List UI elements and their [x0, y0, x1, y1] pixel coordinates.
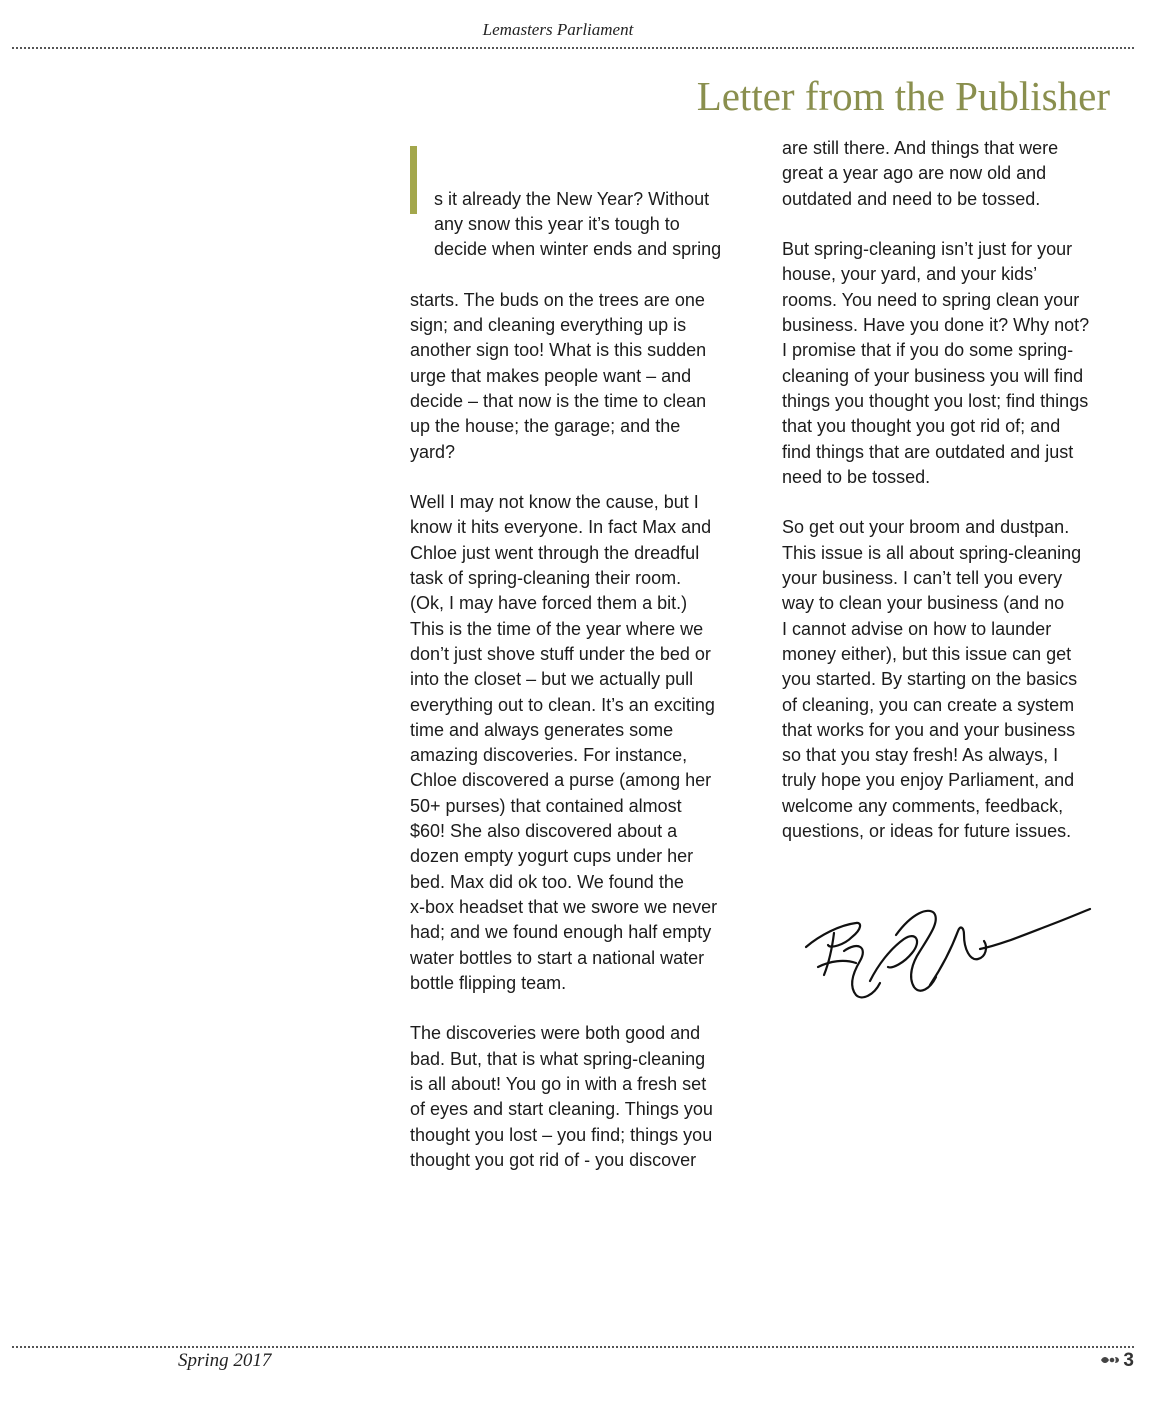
body-paragraph: Well I may not know the cause, but I know it hits everyone. In fact Max and Chloe just went through the dreadful task of spring-cleaning their room. (Ok, I may have forced them a bit.) This is the time of the year where we don’t just shove stuff under the bed or into the closet – but we actually pull everything out to clean. It’s an exciting time and always generates some amazing discoveries. For instance, Chloe discovered a purse (among her 50+ purses) that contained almost $60! She also discovered about a dozen empty yogurt cups under her bed. Max did ok too. We found the x-box headset that we swore we never had; and we found enough half empty water bottles to start a national water bottle flipping team.	[410, 492, 718, 993]
body-paragraph: The discoveries were both good and bad. But, that is what spring-cleaning is all about! You go in with a fresh set of eyes and start cleaning. Things you thought you lost – you find; things you thought you got rid of - you discover	[410, 1023, 713, 1170]
running-header: Lemasters Parliament	[482, 20, 634, 39]
page-title: Letter from the Publisher	[696, 73, 1110, 119]
paragraph-continuation: starts. The buds on the trees are one sign; and cleaning everything up is another sign too! What is this sudden urge that makes people want – and decide – that now is the time to clean up the house; the garage; and the yard?	[410, 289, 707, 462]
drop-cap-lines: s it already the New Year? Without any snow this year it’s tough to decide when winter ends and spring	[434, 188, 722, 260]
body-paragraph: So get out your broom and dustpan. This issue is all about spring-cleaning your business. I can’t tell you every way to clean your business (and no I cannot advise on how to launder money either), but this issue can get you started. By starting on the basics of cleaning, you can create a system that works for you and your business so that you stay fresh! As always, I truly hope you enjoy Parliament, and welcome any comments, feedback, questions, or ideas for future issues.	[782, 517, 1082, 842]
body-paragraph	[410, 136, 745, 465]
left-column	[410, 136, 745, 1198]
footer-divider	[12, 1346, 1134, 1348]
page-number: 3	[1123, 1350, 1134, 1371]
body-paragraph: But spring-cleaning isn’t just for your house, your yard, and your kids’ rooms. You need to spring clean your business. Have you done it? Why not? I promise that if you do some spring- cleaning of your business you will find things you thought you lost; find things that you thought you got rid of; and find things that are outdated and just need to be tossed.	[782, 239, 1090, 487]
body-paragraph: are still there. And things that were great a year ago are now old and outdated and need to be tossed.	[782, 138, 1059, 209]
drop-cap-letter	[410, 146, 417, 214]
handwritten-signature	[800, 905, 1095, 1017]
fleuron-ornament-icon	[1100, 1350, 1120, 1372]
right-column	[782, 136, 1117, 870]
header-divider	[12, 47, 1134, 49]
footer-page	[1100, 1350, 1134, 1372]
footer-season: Spring 2017	[178, 1350, 272, 1371]
